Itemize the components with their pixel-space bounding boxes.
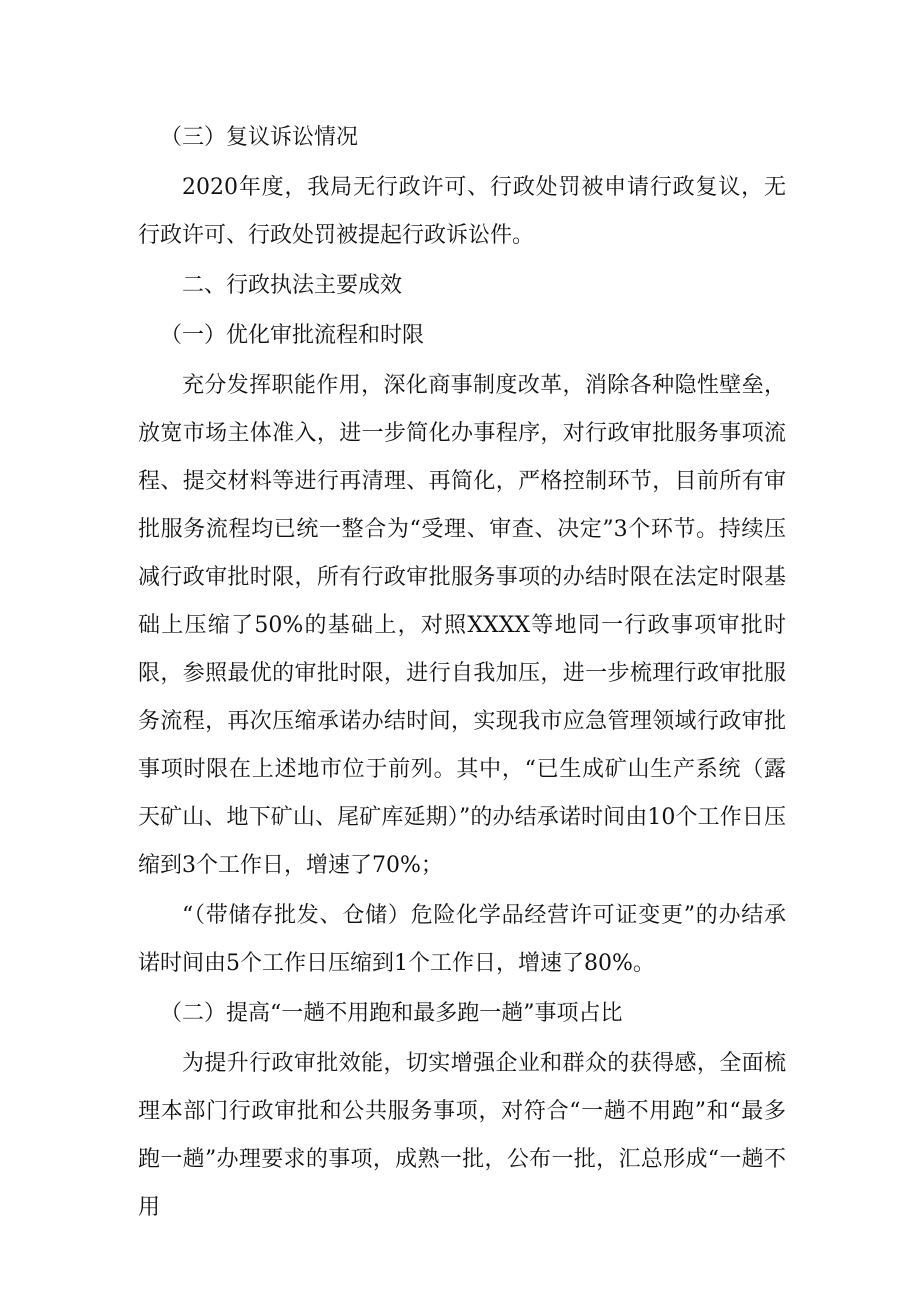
- paragraph-hazardous-chemicals: “（带储存批发、仓储）危险化学品经营许可证变更”的办结承诺时间由5个工作日压缩到1个工作日，增速了80%。: [138, 903, 786, 976]
- paragraph-optimize-approval: 充分发挥职能作用，深化商事制度改革，消除各种隐性壁垒，放宽市场主体准入，进一步简化办事程序，对行政审批服务事项流程、提交材料等进行再清理、再简化，严格控制环节，目前所有审批服务流程均已统一整合为“受理、审查、决定”3个环节。持续压减行政审批时限，所有行政审批服务事项的办结时限在法定时限基础上压缩了50%的基础上，对照XXXX等地同一行政事项审批时限，参照最优的审批时限，进行自我加压，进一步梳理行政审批服务流程，再次压缩承诺办结时间，实现我市应急管理领域行政审批事项时限在上述地市位于前列。其中，“已生成矿山生产系统（露天矿山、地下矿山、尾矿库延期）”的办结承诺时间由10个工作日压缩到3个工作日，增速了70%；: [138, 373, 786, 878]
- section-heading-optimize-approval: （一）优化审批流程和时限: [160, 323, 425, 348]
- paragraph-one-trip: 为提升行政审批效能，切实增强企业和群众的获得感，全面梳理本部门行政审批和公共服务事项，对符合“一趟不用跑”和“最多跑一趟”办理要求的事项，成熟一批，公布一批，汇总形成“一趟不用: [138, 1051, 786, 1220]
- section-heading-one-trip: （二）提高“一趟不用跑和最多跑一趟”事项占比: [160, 1001, 623, 1026]
- section-heading-review-litigation: （三）复议诉讼情况: [160, 125, 359, 150]
- section-heading-main-results: 二、行政执法主要成效: [182, 273, 403, 298]
- paragraph-review-litigation: 2020年度，我局无行政许可、行政处罚被申请行政复议，无行政许可、行政处罚被提起行政诉讼件。: [138, 175, 786, 248]
- document-body: [138, 114, 786, 1234]
